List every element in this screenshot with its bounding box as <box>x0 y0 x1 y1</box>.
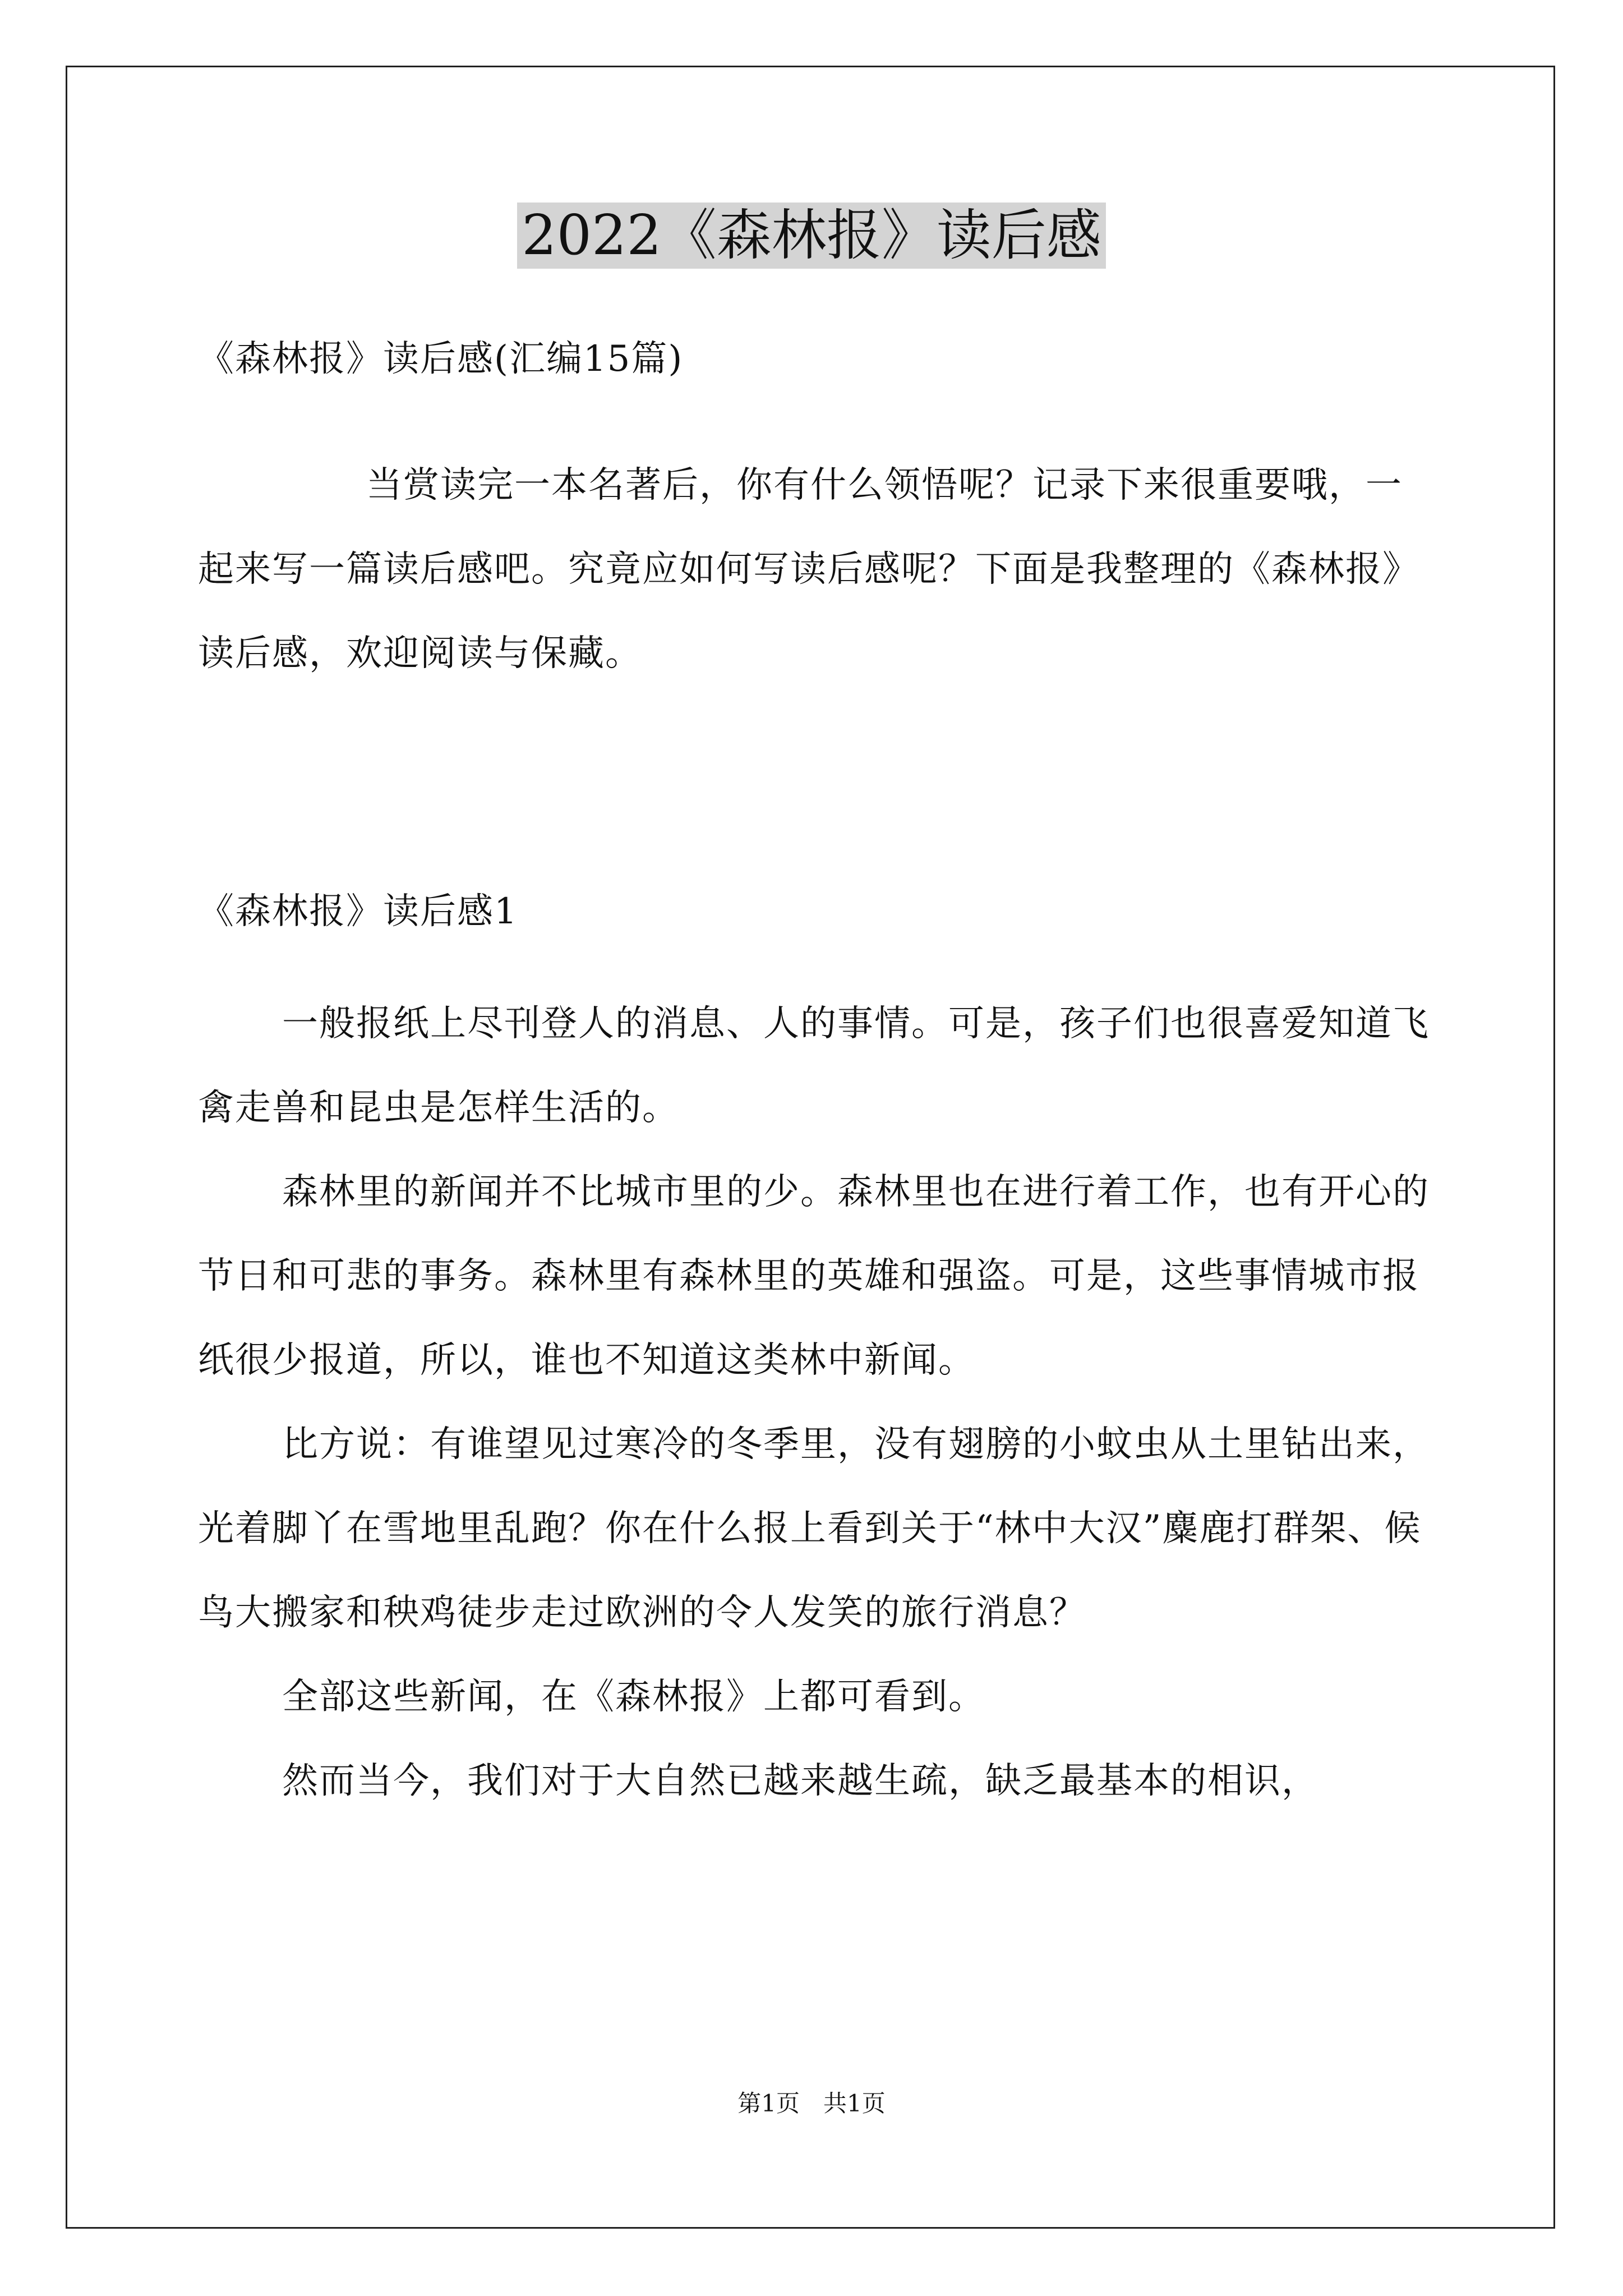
body-paragraph: 全部这些新闻，在《森林报》上都可看到。 <box>282 1676 985 1718</box>
page-number: 第1页 共1页 <box>737 2090 886 2117</box>
section-heading: 《森林报》读后感1 <box>198 891 518 932</box>
body-paragraph: 一般报纸上尽刊登人的消息、人的事情。可是，孩子们也很喜爱知道飞禽走兽和昆虫是怎样生活的。 <box>198 1003 1430 1129</box>
intro-block <box>198 443 1432 696</box>
body-paragraph: 比方说：有谁望见过寒冷的冬季里，没有翅膀的小蚊虫从土里钻出来，光着脚丫在雪地里乱跑？你在什么报上看到关于“林中大汉”麋鹿打群架、候鸟大搬家和秧鸡徒步走过欧洲的令人发笑的旅行消息？ <box>198 1424 1430 1634</box>
document-subtitle: 《森林报》读后感(汇编15篇) <box>198 338 684 380</box>
intro-paragraph: 当赏读完一本名著后，你有什么领悟呢？记录下来很重要哦，一起来写一篇读后感吧。究竟应如何写读后感呢？下面是我整理的《森林报》读后感，欢迎阅读与保藏。 <box>198 464 1419 674</box>
body-paragraph: 森林里的新闻并不比城市里的少。森林里也在进行着工作，也有开心的节日和可悲的事务。森林里有森林里的英雄和强盗。可是，这些事情城市报纸很少报道，所以，谁也不知道这类林中新闻。 <box>198 1171 1430 1381</box>
body-paragraph: 然而当今，我们对于大自然已越来越生疏，缺乏最基本的相识， <box>282 1760 1318 1802</box>
page-footer <box>0 2087 1623 2120</box>
subtitle-block <box>198 317 1432 401</box>
body-text <box>198 982 1432 1823</box>
title-text: 2022《森林报》读后感 <box>517 203 1105 269</box>
section-heading-block <box>198 869 1432 954</box>
document-title <box>0 196 1623 275</box>
